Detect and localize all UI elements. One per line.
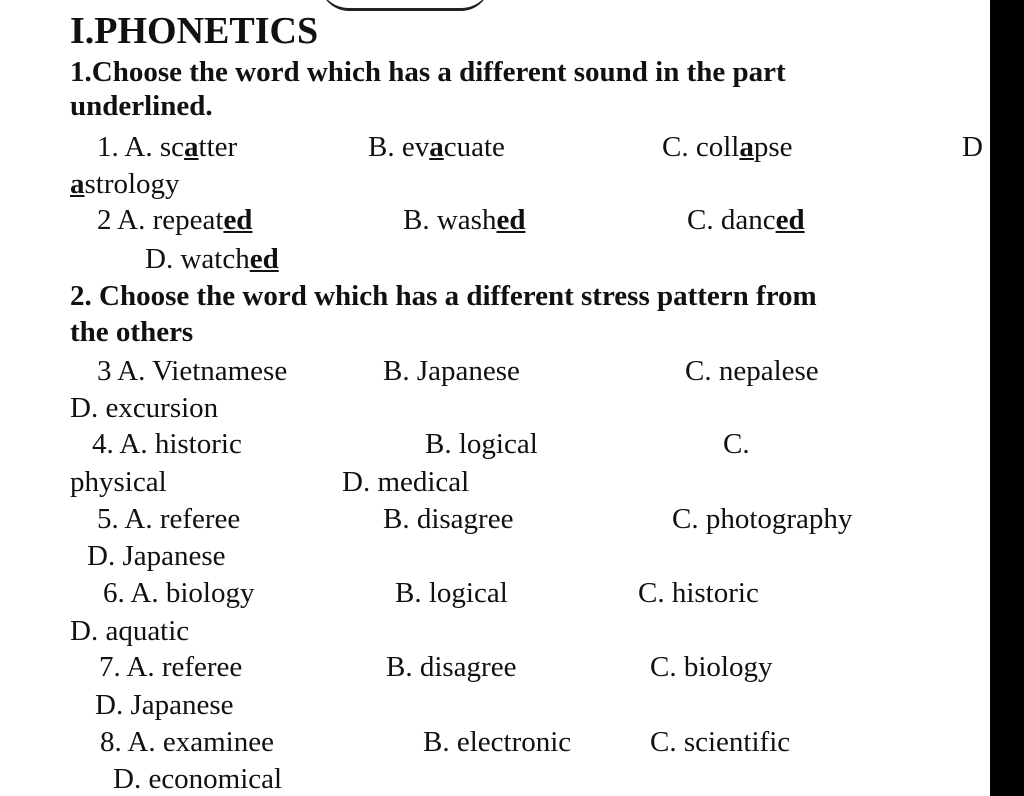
q3-option-a: 3 A. Vietnamese <box>97 355 288 387</box>
q7-option-c: C. biology <box>650 651 773 683</box>
q2-option-a: 2 A. repeated <box>97 204 253 236</box>
q1-option-a: 1. A. scatter <box>97 131 238 163</box>
q5-option-b: B. disagree <box>383 503 514 535</box>
q3-option-b: B. Japanese <box>383 355 520 387</box>
q7-option-b: B. disagree <box>386 651 517 683</box>
q4-option-b: B. logical <box>425 428 538 460</box>
q2-option-c: C. danced <box>687 204 805 236</box>
q4-option-c: C. <box>723 428 750 460</box>
q1-option-c: C. collapse <box>662 131 793 163</box>
q6-option-c: C. historic <box>638 577 759 609</box>
q4-option-c-word: physical <box>70 466 167 498</box>
section-1-title-line2: underlined. <box>70 90 213 122</box>
q8-option-d: D. economical <box>113 763 283 795</box>
black-edge-strip <box>990 0 1024 796</box>
cropped-top-bracket <box>320 0 490 11</box>
q4-option-a: 4. A. historic <box>92 428 242 460</box>
q3-option-c: C. nepalese <box>685 355 819 387</box>
q8-option-c: C. scientific <box>650 726 791 758</box>
q6-option-d: D. aquatic <box>70 615 190 647</box>
q5-option-a: 5. A. referee <box>97 503 241 535</box>
q6-option-a: 6. A. biology <box>103 577 255 609</box>
q2-option-d: D. watched <box>145 243 279 275</box>
q1-option-d-word: astrology <box>70 168 180 200</box>
q7-option-a: 7. A. referee <box>99 651 243 683</box>
q5-option-d: D. Japanese <box>87 540 226 572</box>
page-heading: I.PHONETICS <box>70 10 319 52</box>
q6-option-b: B. logical <box>395 577 508 609</box>
q2-option-b: B. washed <box>403 204 526 236</box>
q4-option-d: D. medical <box>342 466 470 498</box>
section-1-title-line1: 1.Choose the word which has a different sound in the part <box>70 56 786 88</box>
section-2-title-line1: 2. Choose the word which has a different stress pattern from <box>70 280 817 312</box>
q8-option-b: B. electronic <box>423 726 572 758</box>
q8-option-a: 8. A. examinee <box>100 726 274 758</box>
q3-option-d: D. excursion <box>70 392 219 424</box>
section-2-title-line2: the others <box>70 316 194 348</box>
q1-option-b: B. evacuate <box>368 131 505 163</box>
q5-option-c: C. photography <box>672 503 853 535</box>
q1-option-d-label: D <box>962 131 983 163</box>
q7-option-d: D. Japanese <box>95 689 234 721</box>
